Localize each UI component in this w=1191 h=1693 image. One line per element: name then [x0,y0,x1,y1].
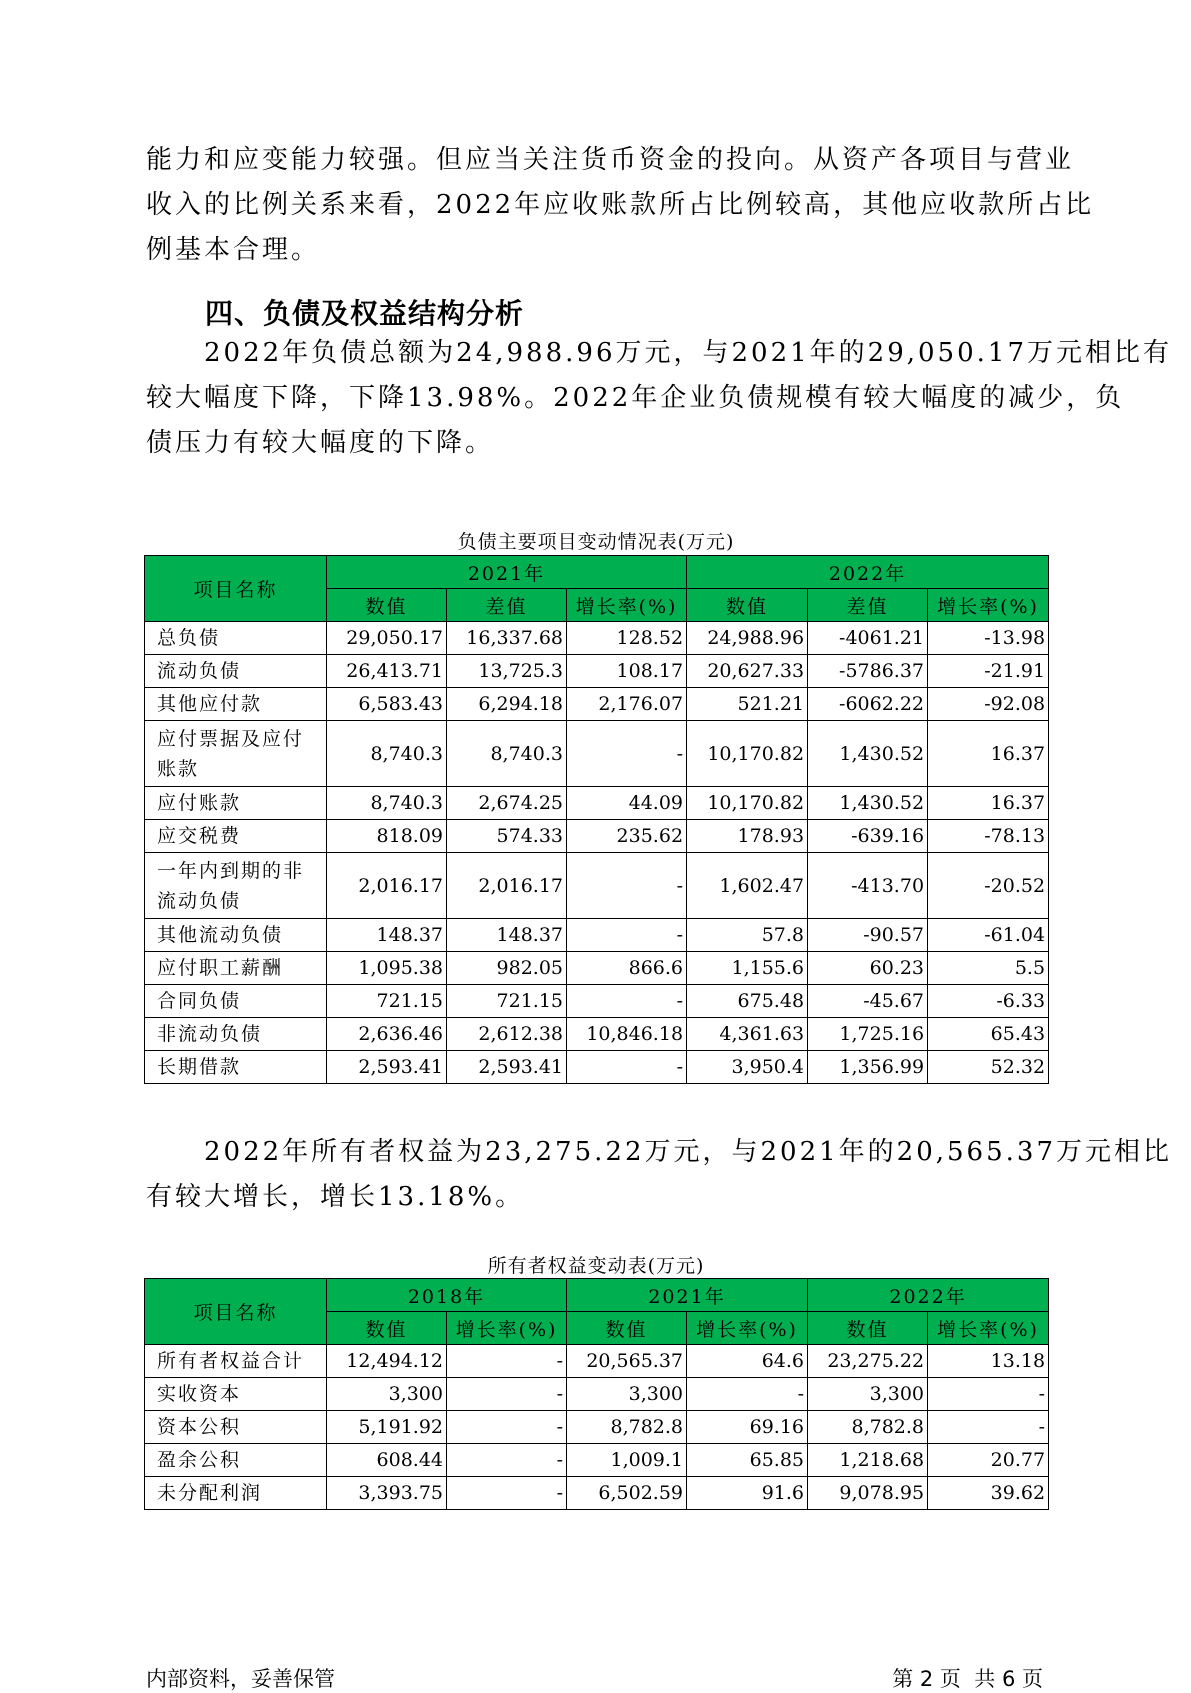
table-row [145,1444,1049,1477]
table-caption-liabilities: 负债主要项目变动情况表(万元) [457,531,735,553]
table-cell: 818.09 [327,820,447,853]
row-label: 应付票据及应付账款 [145,721,327,787]
table-cell: 29,050.17 [327,622,447,655]
paragraph-line: 2022年负债总额为24,988.96万元，与2021年的29,050.17万元相比有 [204,338,1172,368]
column-header: 数值 [687,589,808,622]
paragraph-line: 例基本合理。 [146,235,321,265]
table-cell: 982.05 [447,952,567,985]
table-cell: - [928,1378,1049,1411]
table-cell: -6.33 [928,985,1049,1018]
equity-table-body [145,1345,1049,1510]
row-label: 一年内到期的非流动负债 [145,853,327,919]
column-header: 数值 [327,589,447,622]
table-cell: 3,300 [567,1378,687,1411]
table-cell: 3,300 [327,1378,447,1411]
table-cell: -20.52 [928,853,1049,919]
table-cell: 1,095.38 [327,952,447,985]
paragraph-line: 债压力有较大幅度的下降。 [146,428,495,458]
footer-confidential-note: 内部资料，妥善保管 [146,1667,335,1691]
table-cell: 20,565.37 [567,1345,687,1378]
table-cell: 52.32 [928,1051,1049,1084]
table-cell: -413.70 [808,853,928,919]
table-cell: -13.98 [928,622,1049,655]
table-row [145,721,1049,787]
row-label: 长期借款 [145,1051,327,1084]
table-cell: -78.13 [928,820,1049,853]
table-row [145,1018,1049,1051]
column-header: 差值 [808,589,928,622]
column-header: 增长率(%) [928,589,1049,622]
table-cell: 16,337.68 [447,622,567,655]
table-row [145,688,1049,721]
table-cell: 16.37 [928,787,1049,820]
table-cell: 608.44 [327,1444,447,1477]
table-cell: 26,413.71 [327,655,447,688]
table-row [145,1378,1049,1411]
table-cell: 6,294.18 [447,688,567,721]
paragraph-asset-summary [146,138,1095,273]
table-row [145,1051,1049,1084]
row-label: 合同负债 [145,985,327,1018]
row-label: 其他流动负债 [145,919,327,952]
table-cell: 721.15 [327,985,447,1018]
table-cell: 3,300 [808,1378,928,1411]
table-cell: 6,583.43 [327,688,447,721]
table-cell: 2,636.46 [327,1018,447,1051]
row-label: 未分配利润 [145,1477,327,1510]
table-cell: - [447,1411,567,1444]
table-cell: 69.16 [687,1411,808,1444]
row-label: 应交税费 [145,820,327,853]
table-cell: 13.18 [928,1345,1049,1378]
table-cell: 3,950.4 [687,1051,808,1084]
table-cell: 235.62 [567,820,687,853]
table-cell: 23,275.22 [808,1345,928,1378]
table-cell: 1,218.68 [808,1444,928,1477]
table-cell: 24,988.96 [687,622,808,655]
paragraph-liability-summary [146,331,1172,466]
table-cell: 2,674.25 [447,787,567,820]
table-cell: 1,356.99 [808,1051,928,1084]
year-header: 2022年 [687,556,1049,589]
paragraph-equity-summary [146,1130,1172,1220]
table-cell: 521.21 [687,688,808,721]
table-cell: 574.33 [447,820,567,853]
table-cell: -4061.21 [808,622,928,655]
table-cell: 39.62 [928,1477,1049,1510]
table-cell: -90.57 [808,919,928,952]
table-cell: 12,494.12 [327,1345,447,1378]
table-row [145,1477,1049,1510]
table-cell: 5,191.92 [327,1411,447,1444]
column-header: 增长率(%) [567,589,687,622]
table-cell: 1,602.47 [687,853,808,919]
table-cell: - [567,853,687,919]
table-cell: -5786.37 [808,655,928,688]
table-cell: 13,725.3 [447,655,567,688]
table-cell: -92.08 [928,688,1049,721]
column-header: 数值 [808,1312,928,1345]
table-cell: -45.67 [808,985,928,1018]
column-header: 数值 [327,1312,447,1345]
year-header: 2021年 [327,556,687,589]
row-label: 其他应付款 [145,688,327,721]
table-cell: 20,627.33 [687,655,808,688]
table-cell: - [447,1345,567,1378]
table-row [145,919,1049,952]
table-cell: 8,740.3 [327,787,447,820]
table-cell: 10,170.82 [687,721,808,787]
row-label: 应付账款 [145,787,327,820]
table-cell: 10,846.18 [567,1018,687,1051]
table-cell: 2,016.17 [447,853,567,919]
table-cell: 2,016.17 [327,853,447,919]
column-header: 差值 [447,589,567,622]
table-cell: - [567,1051,687,1084]
paragraph-line: 有较大增长，增长13.18%。 [146,1182,525,1212]
row-label: 所有者权益合计 [145,1345,327,1378]
table-cell: 148.37 [327,919,447,952]
row-label: 非流动负债 [145,1018,327,1051]
table-cell: 866.6 [567,952,687,985]
table-cell: 8,740.3 [327,721,447,787]
table-cell: 57.8 [687,919,808,952]
table-cell: 10,170.82 [687,787,808,820]
table-cell: 2,176.07 [567,688,687,721]
table-cell: - [567,919,687,952]
table-cell: 8,782.8 [808,1411,928,1444]
table-cell: -61.04 [928,919,1049,952]
table-cell: - [447,1378,567,1411]
table-cell: 1,430.52 [808,787,928,820]
table-cell: 108.17 [567,655,687,688]
table-row [145,655,1049,688]
year-header: 2018年 [327,1279,567,1312]
table-cell: 65.85 [687,1444,808,1477]
item-name-header: 项目名称 [145,1279,327,1345]
table-cell: 5.5 [928,952,1049,985]
table-cell: - [447,1444,567,1477]
liabilities-table-body [145,622,1049,1084]
table-cell: -639.16 [808,820,928,853]
table-cell: - [447,1477,567,1510]
table-cell: -21.91 [928,655,1049,688]
table-row [145,820,1049,853]
table-cell: 16.37 [928,721,1049,787]
table-cell: 1,430.52 [808,721,928,787]
liabilities-table [144,555,1049,1084]
table-cell: - [687,1378,808,1411]
footer-page-number: 第 2 页 共 6 页 [892,1667,1043,1691]
table-cell: 6,502.59 [567,1477,687,1510]
table-cell: 20.77 [928,1444,1049,1477]
table-cell: 3,393.75 [327,1477,447,1510]
table-row [145,1411,1049,1444]
table-row [145,853,1049,919]
paragraph-line: 2022年所有者权益为23,275.22万元，与2021年的20,565.37万元相比 [204,1137,1172,1167]
table-cell: 65.43 [928,1018,1049,1051]
row-label: 实收资本 [145,1378,327,1411]
table-cell: 2,593.41 [327,1051,447,1084]
table-cell: 178.93 [687,820,808,853]
column-header: 增长率(%) [928,1312,1049,1345]
equity-table [144,1278,1049,1510]
paragraph-line: 能力和应变能力较强。但应当关注货币资金的投向。从资产各项目与营业 [146,145,1075,175]
table-row [145,622,1049,655]
row-label: 流动负债 [145,655,327,688]
row-label: 资本公积 [145,1411,327,1444]
section-heading: 四、负债及权益结构分析 [205,297,525,330]
table-cell: 44.09 [567,787,687,820]
table-cell: 4,361.63 [687,1018,808,1051]
column-header: 增长率(%) [687,1312,808,1345]
table-cell: 148.37 [447,919,567,952]
table-cell: - [567,721,687,787]
table-cell: 1,725.16 [808,1018,928,1051]
column-header: 数值 [567,1312,687,1345]
row-label: 盈余公积 [145,1444,327,1477]
table-cell: 2,612.38 [447,1018,567,1051]
table-row [145,1345,1049,1378]
paragraph-line: 较大幅度下降，下降13.98%。2022年企业负债规模有较大幅度的减少，负 [146,383,1125,413]
table-row [145,952,1049,985]
item-name-header: 项目名称 [145,556,327,622]
table-row [145,985,1049,1018]
column-header: 增长率(%) [447,1312,567,1345]
row-label: 应付职工薪酬 [145,952,327,985]
paragraph-line: 收入的比例关系来看，2022年应收账款所占比例较高，其他应收款所占比 [146,190,1095,220]
table-cell: - [567,985,687,1018]
row-label: 总负债 [145,622,327,655]
table-caption-equity: 所有者权益变动表(万元) [487,1255,705,1277]
table-cell: - [928,1411,1049,1444]
table-cell: 91.6 [687,1477,808,1510]
year-header: 2022年 [808,1279,1049,1312]
table-cell: 721.15 [447,985,567,1018]
table-row [145,787,1049,820]
table-cell: 2,593.41 [447,1051,567,1084]
table-cell: 64.6 [687,1345,808,1378]
table-cell: 1,155.6 [687,952,808,985]
table-cell: 8,740.3 [447,721,567,787]
table-cell: 8,782.8 [567,1411,687,1444]
year-header: 2021年 [567,1279,808,1312]
table-cell: -6062.22 [808,688,928,721]
table-cell: 1,009.1 [567,1444,687,1477]
table-cell: 128.52 [567,622,687,655]
table-cell: 60.23 [808,952,928,985]
table-cell: 675.48 [687,985,808,1018]
table-cell: 9,078.95 [808,1477,928,1510]
